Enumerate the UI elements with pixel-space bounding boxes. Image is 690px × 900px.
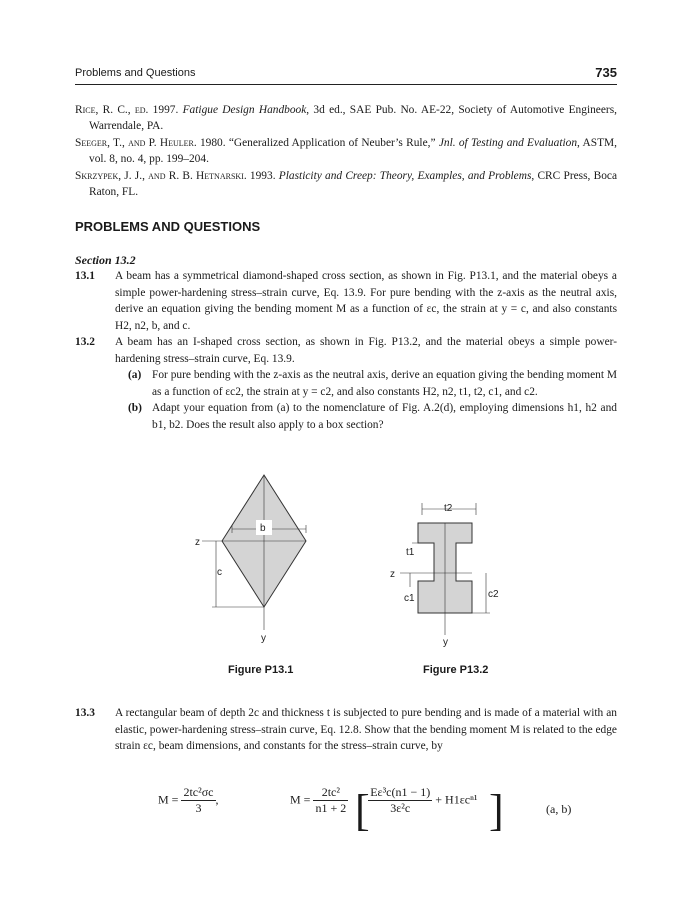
problem-part-b — [75, 400, 617, 433]
equation-a: M = $\frac{\text{2tc²σc}}{3}$ , — [158, 785, 219, 815]
right-bracket: ] — [489, 786, 504, 835]
label-y: y — [443, 637, 448, 648]
problem-13-3 — [75, 705, 617, 755]
equation-label: (a, b) — [546, 802, 572, 816]
part-text: Adapt your equation from (a) to the nomenclature of Fig. A.2(d), employing dimensions h1, h2 and b1, b2. Does the result also apply to a box section? — [152, 402, 617, 431]
label-z: z — [195, 537, 200, 548]
figure-i-beam — [378, 495, 518, 650]
problem-part-a — [75, 367, 617, 400]
equation-b: M = $\frac{\text{2tc²}}{n1 + 2}$ $\frac{\text{Eε³c(n1 − 1)}}{\text{3ε²c}}$ + H1εcⁿ¹ — [290, 785, 478, 815]
problem-number: 13.3 — [75, 707, 95, 719]
label-b: b — [260, 523, 266, 534]
label-c2: c2 — [488, 589, 499, 600]
header-rule — [75, 84, 617, 85]
part-label: (a) — [128, 369, 142, 381]
problem-list — [75, 268, 617, 433]
label-c1: c1 — [404, 593, 415, 604]
reference-item: Skrzypek, J. J., and R. B. Hetnarski. 1993. Plasticity and Creep: Theory, Examples, and Problems, CRC Press, Boca Raton, FL. — [75, 170, 618, 198]
label-z: z — [390, 569, 395, 580]
problem-text: A rectangular beam of depth 2c and thickness t is subjected to pure bending and is made of a material with an elastic, power-hardening stress–strain curve, Eq. 12.8. Show that the bending moment M is related to the edge strain εc, beam dimensions, and constants for the stress–strain curve, by — [115, 707, 617, 752]
problem-number: 13.2 — [75, 336, 95, 348]
label-c: c — [217, 567, 222, 578]
part-label: (b) — [128, 402, 142, 414]
figure-caption: Figure P13.2 — [423, 664, 489, 676]
figure-diamond — [190, 465, 340, 650]
reference-list — [75, 102, 617, 201]
reference-item: Seeger, T., and P. Heuler. 1980. “Generalized Application of Neuber’s Rule,” Jnl. of Testing and Evaluation, ASTM, vol. 8, no. 4, pp. 199–204. — [75, 137, 618, 165]
part-text: For pure bending with the z-axis as the neutral axis, derive an equation giving the bending moment M as a function of εc2, the strain at y = c2, and also constants H2, n2, t1, t2, c1, and c2. — [152, 369, 617, 398]
label-t2: t2 — [444, 503, 453, 514]
label-t1: t1 — [406, 547, 415, 558]
running-header: Problems and Questions — [75, 67, 196, 79]
problem-text: A beam has an I-shaped cross section, as shown in Fig. P13.2, and the material obeys a simple power-hardening stress–strain curve, Eq. 13.9. — [115, 336, 617, 365]
reference-item: Rice, R. C., ed. 1997. Fatigue Design Handbook, 3d ed., SAE Pub. No. AE-22, Society of Automotive Engineers, Warrendale, PA. — [75, 104, 617, 132]
label-y: y — [261, 633, 266, 644]
figure-caption: Figure P13.1 — [228, 664, 294, 676]
problem-13-1 — [75, 268, 617, 334]
page-number: 735 — [595, 65, 617, 80]
left-bracket: [ — [355, 786, 370, 835]
problem-text: A beam has a symmetrical diamond-shaped cross section, as shown in Fig. P13.1, and the material obeys a simple power-hardening stress–strain curve, Eq. 13.9. For pure bending with the z-axis as the neutral axis, derive an equation giving the bending moment M as a function of εc, the strain at y = c, and also constants H2, n2, b, and c. — [115, 270, 617, 332]
problem-13-2 — [75, 334, 617, 367]
problem-number: 13.1 — [75, 270, 95, 282]
section-heading: PROBLEMS AND QUESTIONS — [75, 219, 261, 234]
subsection-heading: Section 13.2 — [75, 253, 136, 267]
